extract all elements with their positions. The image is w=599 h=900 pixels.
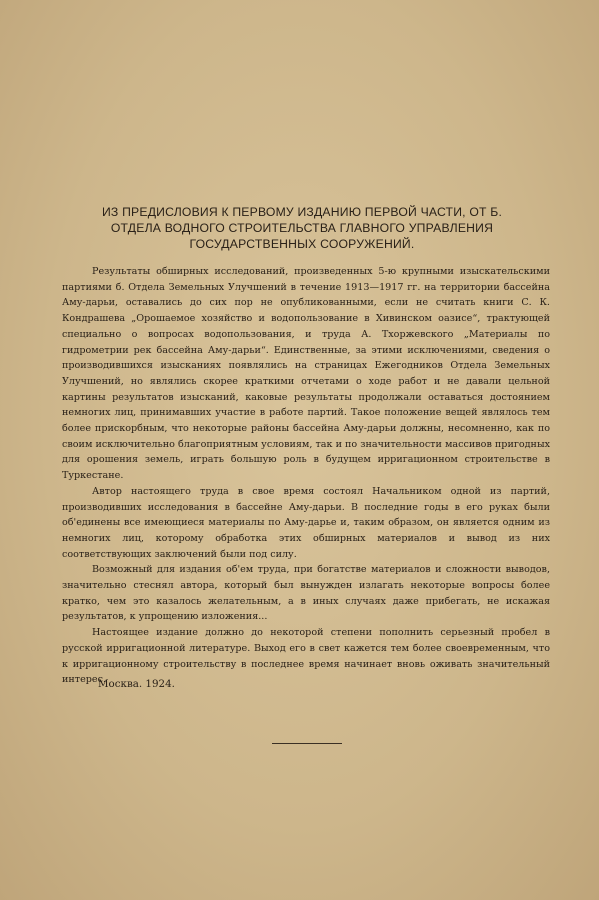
paragraph-2: Автор настоящего труда в свое время состоял Начальником одной из партий, производивших исследования в бассейне Аму-дарьи. В последние годы в его руках были об'единены все имеющиеся материалы по Аму-дарье и, таким образом, он является одним из немногих лиц, которому обработка этих обширных материалов и вывод из них соответствующих заключений были под силу. xyxy=(62,485,550,560)
preface-body xyxy=(62,264,550,688)
place-date-signoff: Москва. 1924. xyxy=(98,678,175,690)
page-title: ИЗ ПРЕДИСЛОВИЯ К ПЕРВОМУ ИЗДАНИЮ ПЕРВОЙ ЧАСТИ, ОТ Б. ОТДЕЛА ВОДНОГО СТРОИТЕЛЬСТВА ГЛАВНОГО УПРАВЛЕНИЯ ГОСУДАРСТВЕННЫХ СООРУЖЕНИЙ. xyxy=(101,205,503,251)
paragraph-3: Возможный для издания об'ем труда, при богатстве материалов и сложности выводов, значительно стеснял автора, который был вынужден излагать некоторые вопросы более кратко, чем это казалось желательным, а в иных случаях даже прибегать, не искажая результатов, к упрощению изложения... xyxy=(62,564,550,623)
paragraph-4: Настоящее издание должно до некоторой степени пополнить серьезный пробел в русской ирригационной литературе. Выход его в свет кажется тем более своевременным, что к ирригационному строительству в последнее время начинает вновь оживать значительный интерес. xyxy=(62,627,550,686)
paragraph-1: Результаты обширных исследований, произведенных 5-ю крупными изыскательскими партиями б. Отдела Земельных Улучшений в течение 1913—1917 гг. на территории бассейна Аму-дарьи, оставались до сих пор не опубликованными, если не считать книги С. К. Кондрашева „Орошаемое хозяйство и водопользование в Хивинском оазисе“, трактующей специально о вопросах водопользования, и труда А. Тхоржевского „Материалы по гидрометрии рек бассейна Аму-дарьи“. Единственные, за этими исключениями, сведения о производившихся изысканиях появлялись на страницах Ежегодников Отдела Земельных Улучшений, но являлись скорее краткими отчетами о ходе работ и не давали цельной картины результатов изысканий, каковые результаты продолжали оставаться достоянием немногих лиц, принимавших участие в работе партий. Такое положение вещей являлось тем более прискорбным, что некоторые районы бассейна Аму-дарьи должны, несомненно, как по своим исключительно благоприятным условиям, так и по значительности массивов пригодных для орошения земель, играть большую роль в будущем ирригационном строительстве в Туркестане. xyxy=(62,266,550,482)
divider-rule xyxy=(272,743,342,744)
